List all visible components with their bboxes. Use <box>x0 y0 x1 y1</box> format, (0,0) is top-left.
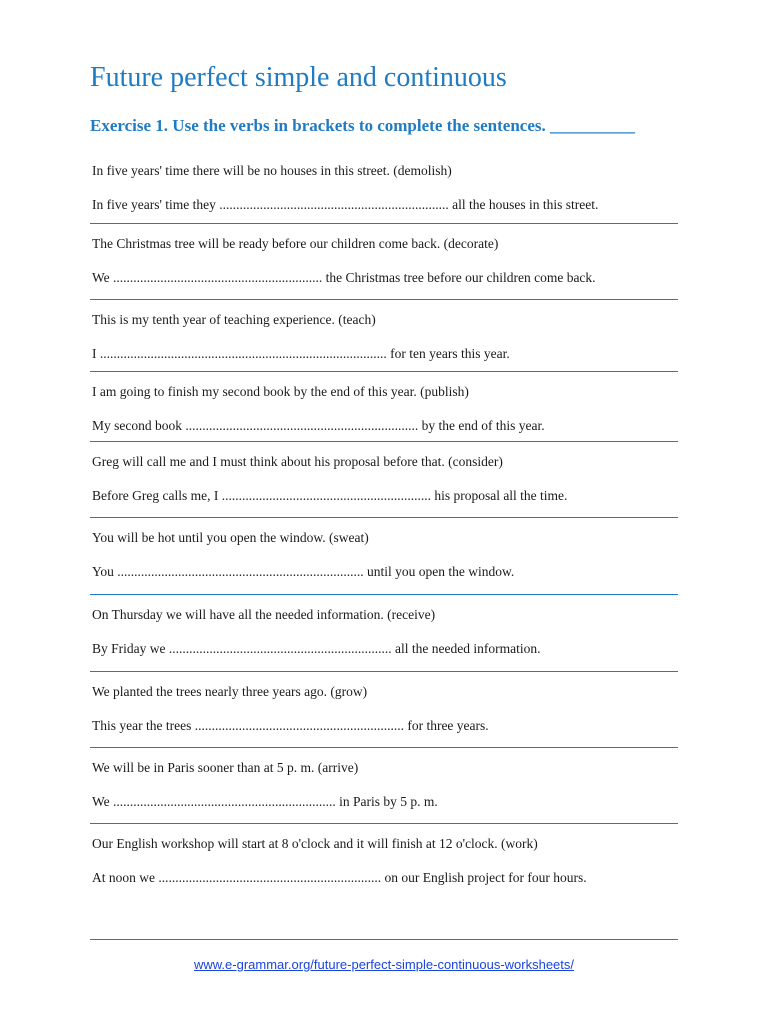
item-prompt: On Thursday we will have all the needed information. (receive) <box>92 607 436 622</box>
item-answer-line[interactable]: This year the trees .............................................................. for three years. <box>92 718 489 733</box>
exercise-item <box>90 595 678 672</box>
exercise-item <box>90 518 678 595</box>
exercise-item <box>90 372 678 442</box>
item-answer-line[interactable]: At noon we .................................................................. on our English project for four hours. <box>92 870 587 885</box>
exercise-items <box>90 151 680 904</box>
item-prompt: In five years' time there will be no houses in this street. (demolish) <box>92 163 452 178</box>
item-answer-line[interactable]: I ..................................................................................... for ten years this year. <box>92 346 510 361</box>
exercise-item <box>90 224 678 300</box>
page-title: Future perfect simple and continuous <box>90 62 507 93</box>
item-answer-line[interactable]: You ......................................................................... until you open the window. <box>92 564 515 579</box>
item-prompt: We will be in Paris sooner than at 5 p. m. (arrive) <box>92 760 359 775</box>
item-prompt: We planted the trees nearly three years ago. (grow) <box>92 684 368 699</box>
item-answer-line[interactable]: Before Greg calls me, I .............................................................. his proposal all the time. <box>92 488 568 503</box>
footer-link[interactable]: www.e-grammar.org/future-perfect-simple-continuous-worksheets/ <box>193 957 575 972</box>
exercise-item <box>90 442 678 518</box>
item-prompt: You will be hot until you open the window. (sweat) <box>92 530 369 545</box>
exercise-instruction: Exercise 1. Use the verbs in brackets to complete the sentences. __________ <box>90 116 636 135</box>
item-prompt: This is my tenth year of teaching experience. (teach) <box>92 312 376 327</box>
exercise-item <box>90 824 678 904</box>
item-prompt: I am going to finish my second book by the end of this year. (publish) <box>92 384 469 399</box>
exercise-item <box>90 300 678 372</box>
item-answer-line[interactable]: By Friday we .................................................................. all the needed information. <box>92 641 541 656</box>
item-prompt: Greg will call me and I must think about his proposal before that. (consider) <box>92 454 503 469</box>
item-answer-line[interactable]: My second book ..................................................................... by the end of this year. <box>92 418 545 433</box>
item-prompt: The Christmas tree will be ready before our children come back. (decorate) <box>92 236 499 251</box>
item-answer-line[interactable]: We .................................................................. in Paris by 5 p. m. <box>92 794 438 809</box>
item-answer-line[interactable]: We .............................................................. the Christmas tree before our children come back. <box>92 270 596 285</box>
exercise-item <box>90 748 678 824</box>
item-prompt: Our English workshop will start at 8 o'clock and it will finish at 12 o'clock. (work) <box>92 836 538 851</box>
exercise-item <box>90 672 678 748</box>
item-answer-line[interactable]: In five years' time they .................................................................... all the houses in this street. <box>92 197 599 212</box>
footer-divider <box>90 939 678 940</box>
exercise-item <box>90 151 678 224</box>
